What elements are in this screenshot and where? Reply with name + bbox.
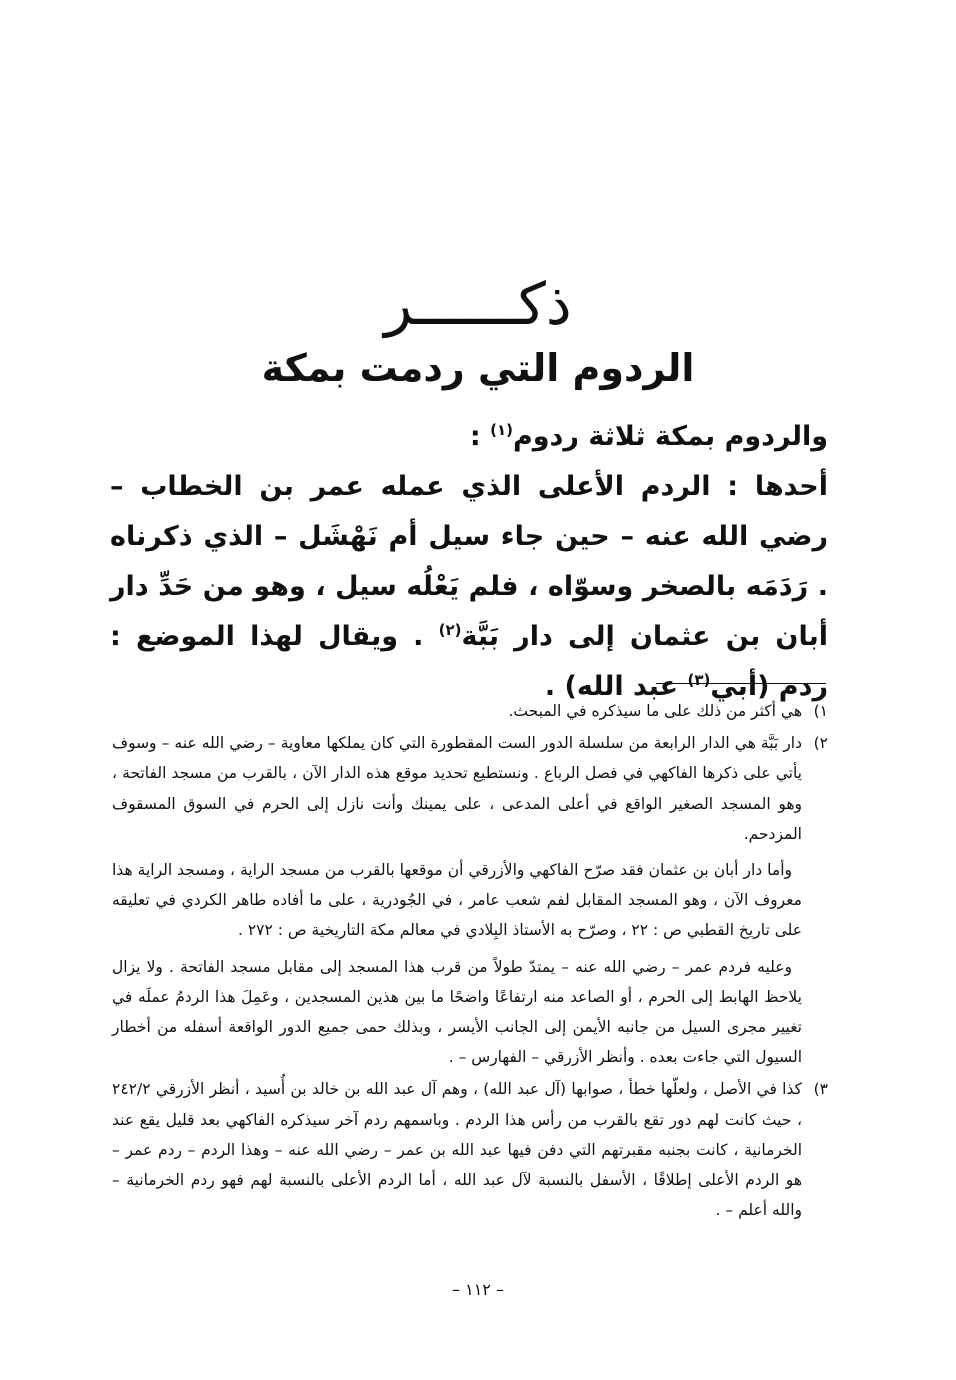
chapter-heading: الردوم التي ردمت بمكة	[261, 346, 695, 390]
footnotes	[112, 696, 828, 1225]
footnote-number: ١)	[813, 702, 828, 720]
page-number: – ١١٢ –	[452, 1280, 504, 1299]
footnote-2	[112, 728, 828, 1072]
paragraph-part-2: . ويقال لهذا الموضع : ردم (أبي	[110, 621, 828, 702]
intro-line	[110, 412, 828, 462]
footnote-paragraph: كذا في الأصل ، ولعلّها خطأ ، صوابها (آل عبد الله) ، وهم آل عبد الله بن خالد بن أُسيد ، أنظر الأزرقي ٢٤٢/٢ ، حيث كانت لهم دور تقع بالقرب من رأس هذا الردم . وباسمهم ردم آخر سيذكره الفاكهي بعد قليل يقع عند الخرمانية ، كانت بجنبه مقبرتهم التي دفن فيها عبد الله بن عمر – رضي الله عنه – وهذا الردم – ردم عمر – هو الردم الأعلى إطلاقًا ، الأسفل بالنسبة لآل عبد الله ، أما الردم الأعلى بالنسبة لهم فهو ردم الخرمانية – والله أعلم – .	[112, 1080, 802, 1220]
footnote-1	[112, 696, 828, 726]
main-text	[110, 412, 828, 712]
footnote-ref-2: (٢)	[438, 621, 462, 639]
footnote-3	[112, 1074, 828, 1225]
paragraph-part-3: عبد الله) .	[544, 671, 688, 702]
footnote-paragraph: هي أكثر من ذلك على ما سيذكره في المبحث.	[508, 702, 802, 720]
footnote-ref-3: (٣)	[687, 671, 711, 689]
footnote-paragraph: وأما دار أبان بن عثمان فقد صرّح الفاكهي والأزرقي أن موقعها بالقرب من مسجد الراية ، ومسجد الراية هذا معروف الآن ، وهو المسجد المقابل لفم شعب عامر ، في الجُودرية ، على ما أفاده طاهر الكردي في تعليقه على تاريخ القطبي ص : ٢٢ ، وصرّح به الأستاذ البِلادي في معالم مكة التاريخية ص : ٢٧٢ .	[112, 861, 802, 940]
footnote-paragraph: دار بَبَّة هي الدار الرابعة من سلسلة الدور الست المقطورة التي كان يملكها معاوية – رضي الله عنه – وسوف يأتي على ذكرها الفاكهي في فصل الرباع . ونستطيع تحديد موقع هذه الدار الآن ، بالقرب من مسجد الفاتحة ، وهو المسجد الصغير الواقع في أعلى المدعى ، على يمينك وأنت نازل إلى الحرم في السوق المسقوف المزدحم.	[112, 734, 802, 843]
paragraph-part-1: أحدها : الردم الأعلى الذي عمله عمر بن الخطاب – رضي الله عنه – حين جاء سيل أم نَهْشَل – الذي ذكرناه . رَدَمَه بالصخر وسوّاه ، فلم يَعْلُه سيل ، وهو من حَدِّ دار أبان بن عثمان إلى دار بَبَّة	[110, 471, 828, 652]
footnote-separator	[656, 683, 826, 684]
footnote-ref-1: (١)	[490, 421, 513, 439]
intro-text: والردوم بمكة ثلاثة ردوم	[512, 421, 828, 452]
main-paragraph	[110, 462, 828, 712]
footnote-paragraph: وعليه فردم عمر – رضي الله عنه – يمتدّ طولاً من قرب هذا المسجد إلى مقابل مسجد الفاتحة . ولا يزال يلاحظ الهابط إلى الحرم ، أو الصاعد منه ارتفاعًا واضحًا ما بين هذين المسجدين ، وعَمِلَ هذا الردمُ عملَه في تغيير مجرى السيل من جانبه الأيمن إلى الجانب الأيسر ، وبذلك حمى جميع الدور الواقعة أسفله من أخطار السيول التي جاءت بعده . وأنظر الأزرقي – الفهارس – .	[112, 957, 802, 1067]
footnote-number: ٣)	[813, 1080, 828, 1099]
footnote-number: ٢)	[813, 734, 828, 753]
intro-tail: :	[469, 421, 491, 452]
decorative-heading: ذكــــــر	[384, 270, 572, 338]
